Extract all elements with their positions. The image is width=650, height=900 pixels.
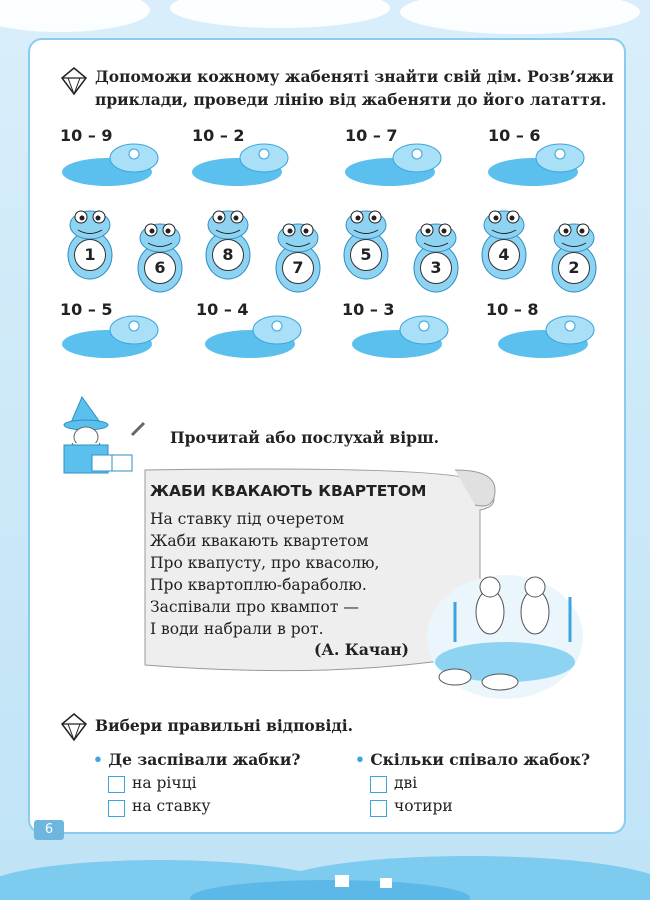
page-number: 6 (34, 820, 64, 840)
frog-number: 4 (488, 239, 520, 271)
poem-line: І води набрали в рот. (150, 620, 324, 638)
diamond-icon (60, 712, 88, 742)
option-label: на річці (132, 774, 197, 792)
lily-pad-icon[interactable] (192, 140, 292, 190)
pad-expression: 10 – 8 (486, 300, 539, 319)
question-2: • Скільки співало жабок? (355, 750, 591, 769)
pad-expression: 10 – 4 (196, 300, 249, 319)
poem-line: Заспівали про квампот — (150, 598, 359, 616)
poem-line: Про квапусту, про квасолю, (150, 554, 380, 572)
option-label: на ставку (132, 797, 211, 815)
lily-pad-icon[interactable] (345, 140, 445, 190)
task3-label: Вибери правильні відповіді. (95, 716, 354, 735)
pad-expression: 10 – 7 (345, 126, 398, 145)
lily-pad-icon[interactable] (205, 312, 305, 362)
checkbox-on-river[interactable] (108, 776, 125, 793)
frog-number: 2 (558, 252, 590, 284)
pad-expression: 10 – 2 (192, 126, 245, 145)
lily-pad-icon[interactable] (62, 140, 162, 190)
task1-line2: приклади, проведи лінію від жабеняти до його латаття. (95, 90, 607, 109)
frog-4[interactable] (476, 205, 532, 285)
task1-line1: Допоможи кожному жабеняті знайти свій дім. Розв’яжи (95, 67, 614, 86)
frog-8[interactable] (200, 205, 256, 285)
frog-number: 3 (420, 252, 452, 284)
frog-3[interactable] (408, 218, 464, 298)
poem-author: (А. Качан) (314, 640, 409, 659)
frog-number: 6 (144, 252, 176, 284)
pad-expression: 10 – 5 (60, 300, 113, 319)
pad-expression: 10 – 9 (60, 126, 113, 145)
lily-pad-icon[interactable] (352, 312, 452, 362)
frog-number: 1 (74, 239, 106, 271)
option-label: чотири (394, 797, 453, 815)
frog-1[interactable] (62, 205, 118, 285)
frog-number: 7 (282, 252, 314, 284)
landscape-footer (0, 820, 650, 900)
lily-pad-icon[interactable] (488, 140, 588, 190)
frog-5[interactable] (338, 205, 394, 285)
poem-line: Жаби квакають квартетом (150, 532, 369, 550)
task2-label: Прочитай або послухай вірш. (170, 428, 440, 447)
pad-expression: 10 – 6 (488, 126, 541, 145)
checkbox-on-pond[interactable] (108, 800, 125, 817)
frog-number: 5 (350, 239, 382, 271)
question-1: • Де заспівали жабки? (93, 750, 301, 769)
frog-2[interactable] (546, 218, 602, 298)
singing-frogs-illustration (425, 552, 585, 702)
diamond-icon (60, 66, 88, 96)
checkbox-four[interactable] (370, 800, 387, 817)
bullet-icon: • (93, 750, 103, 769)
cloud-header (0, 0, 650, 40)
bullet-icon: • (355, 750, 365, 769)
option-label: дві (394, 774, 418, 792)
pad-expression: 10 – 3 (342, 300, 395, 319)
frog-6[interactable] (132, 218, 188, 298)
poem-line: На ставку під очеретом (150, 510, 345, 528)
poem-line: Про квартоплю-бараболю. (150, 576, 367, 594)
wizard-reading-icon (62, 395, 160, 475)
frog-number: 8 (212, 239, 244, 271)
frog-7[interactable] (270, 218, 326, 298)
poem-title: ЖАБИ КВАКАЮТЬ КВАРТЕТОМ (150, 482, 427, 500)
lily-pad-icon[interactable] (62, 312, 162, 362)
checkbox-two[interactable] (370, 776, 387, 793)
lily-pad-icon[interactable] (498, 312, 598, 362)
